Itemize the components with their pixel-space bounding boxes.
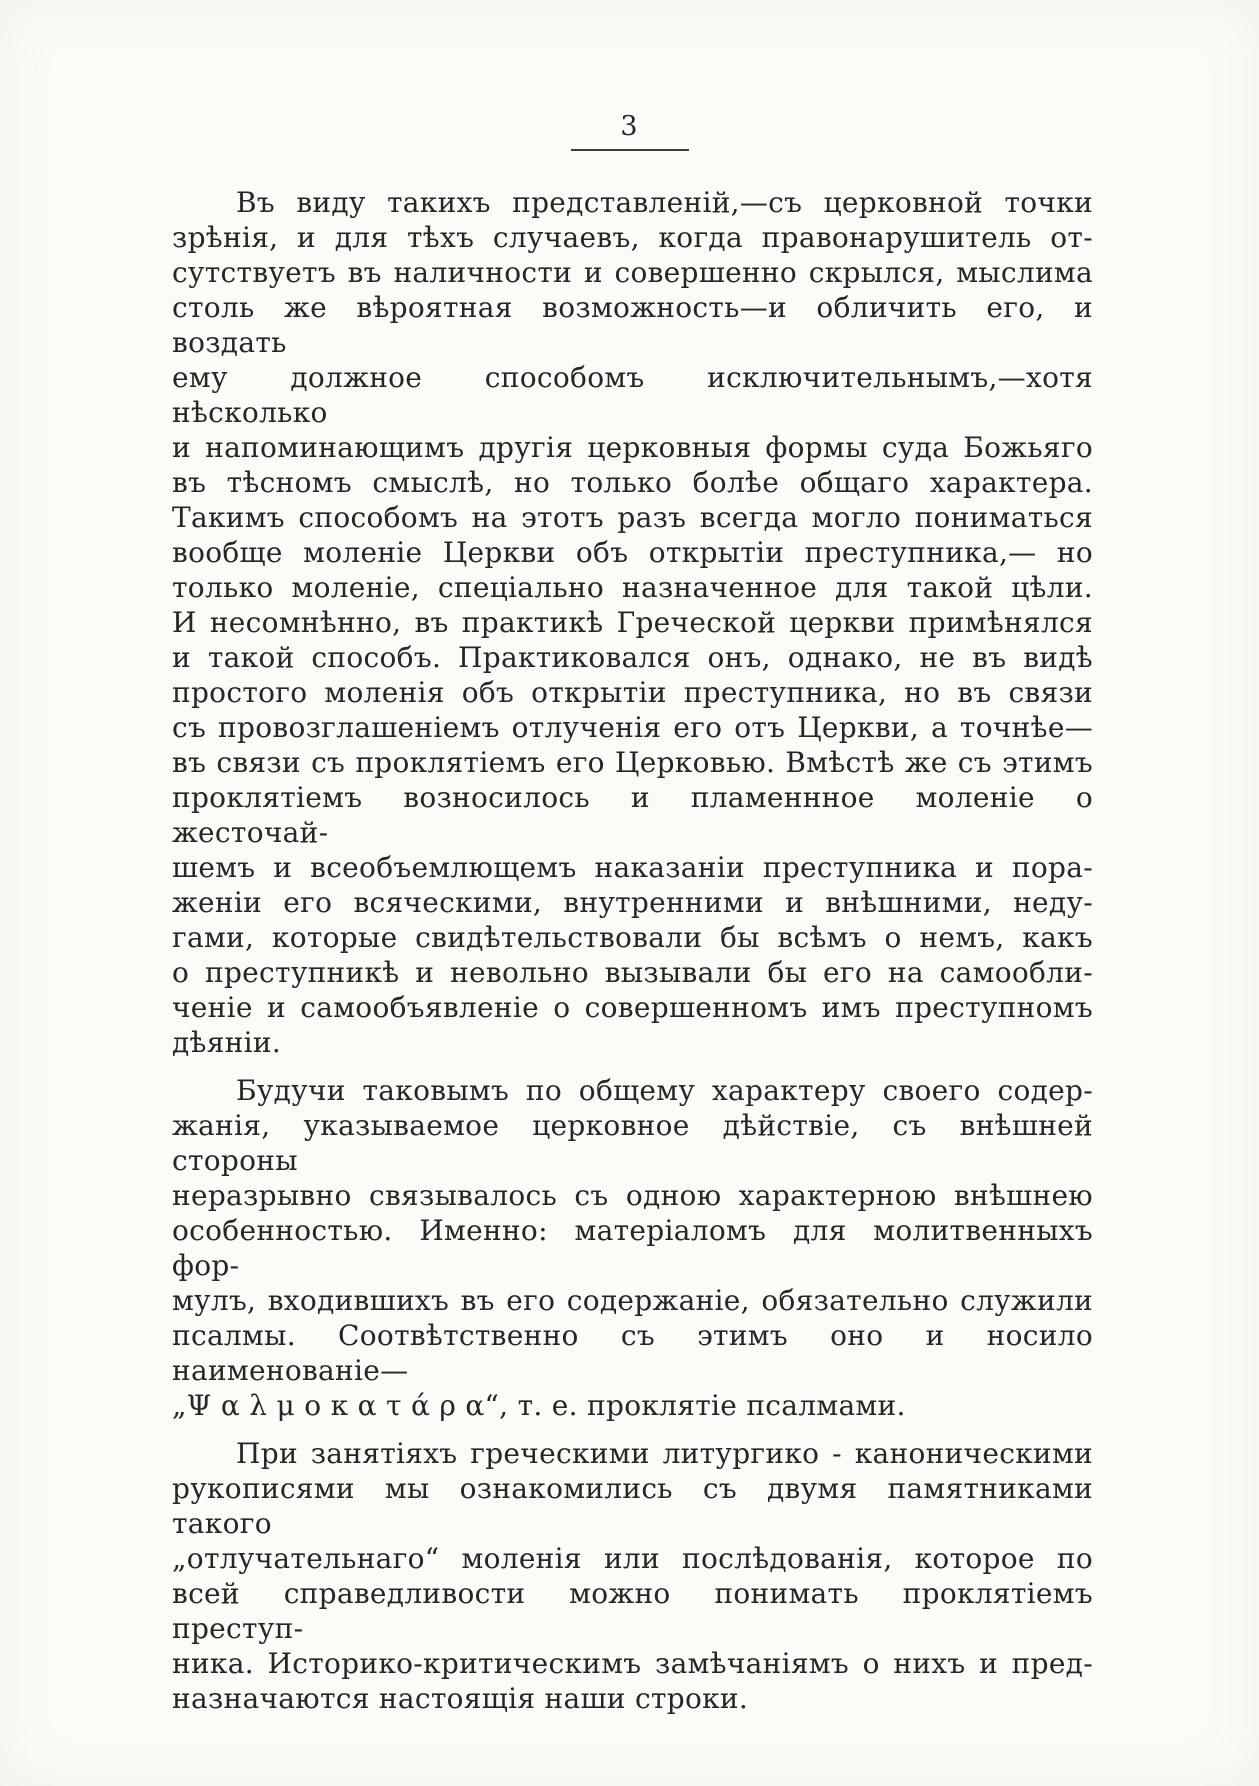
text-line: особенностью. Именно: матеріаломъ для молитвенныхъ фор- [172, 1214, 1093, 1282]
text-line: мулъ, входившихъ въ его содержаніе, обязательно служили [172, 1284, 1093, 1317]
text-line: При занятіяхъ греческими литургико - каноническими [236, 1437, 1093, 1470]
text-line: ченіе и самообъявленіе о совершенномъ имъ преступномъ [172, 991, 1093, 1024]
text-line: и напоминающимъ другія церковныя формы суда Божьяго [172, 431, 1093, 464]
text-line: псалмы. Соотвѣтственно съ этимъ оно и носило наименованіе— [172, 1319, 1093, 1387]
text-line: и такой способъ. Практиковался онъ, однако, не въ видѣ [172, 641, 1093, 674]
text-line: въ тѣсномъ смыслѣ, но только болѣе общаго характера. [172, 466, 1093, 499]
text-line: сутствуетъ въ наличности и совершенно скрылся, мыслима [172, 256, 1093, 289]
text-line: вообще моленіе Церкви объ открытіи преступника,— но [172, 536, 1093, 569]
text-line: проклятіемъ возносилось и пламеннное моленіе о жесточай- [172, 781, 1093, 849]
text-line: Въ виду такихъ представленій,—съ церковной точки [236, 186, 1093, 219]
text-line: женіи его всяческими, внутренними и внѣшними, неду- [172, 886, 1093, 919]
text-line: Такимъ способомъ на этотъ разъ всегда могло пониматься [172, 501, 1093, 534]
text-line: жанія, указываемое церковное дѣйствіе, съ внѣшней стороны [172, 1109, 1093, 1177]
paragraph [172, 1436, 1093, 1716]
text-line: назначаются настоящія наши строки. [172, 1682, 749, 1715]
text-line: гами, которые свидѣтельствовали бы всѣмъ о немъ, какъ [172, 921, 1093, 954]
text-line: Будучи таковымъ по общему характеру своего содер- [236, 1074, 1093, 1107]
text-line: ему должное способомъ исключительнымъ,—хотя нѣсколько [172, 361, 1093, 429]
paragraph [172, 185, 1093, 1060]
text-line: И несомнѣнно, въ практикѣ Греческой церкви примѣнялся [172, 606, 1093, 639]
text-line: „отлучательнаго“ моленія или послѣдованія, которое по [172, 1542, 1093, 1575]
text-line: зрѣнія, и для тѣхъ случаевъ, когда правонарушитель от- [172, 221, 1093, 254]
page-text [0, 185, 1259, 1716]
page-header [0, 112, 1259, 151]
text-line: ника. Историко-критическимъ замѣчаніямъ о нихъ и пред- [172, 1647, 1093, 1680]
text-line: простого моленія объ открытіи преступника, но въ связи [172, 676, 1093, 709]
page-number: 3 [620, 111, 639, 142]
text-line: всей справедливости можно понимать проклятіемъ преступ- [172, 1577, 1093, 1645]
text-line: съ провозглашеніемъ отлученія его отъ Церкви, а точнѣе— [172, 711, 1093, 744]
header-rule [571, 149, 689, 151]
text-line: рукописями мы ознакомились съ двумя памятниками такого [172, 1472, 1093, 1540]
text-line: шемъ и всеобъемлющемъ наказаніи преступника и пора- [172, 851, 1093, 884]
text-line: неразрывно связывалось съ одною характерною внѣшнею [172, 1179, 1093, 1212]
text-line: только моленіе, спеціально назначенное для такой цѣли. [172, 571, 1093, 604]
text-line: столь же вѣроятная возможность—и обличить его, и воздать [172, 291, 1093, 359]
text-line: въ связи съ проклятіемъ его Церковью. Вмѣстѣ же съ этимъ [172, 746, 1093, 779]
text-line: дѣяніи. [172, 1026, 282, 1059]
text-line: о преступникѣ и невольно вызывали бы его на самообли- [172, 956, 1093, 989]
text-line: „Ψ α λ μ ο κ α τ ά ρ α“, т. е. проклятіе псалмами. [172, 1389, 906, 1422]
paragraph [172, 1073, 1093, 1423]
